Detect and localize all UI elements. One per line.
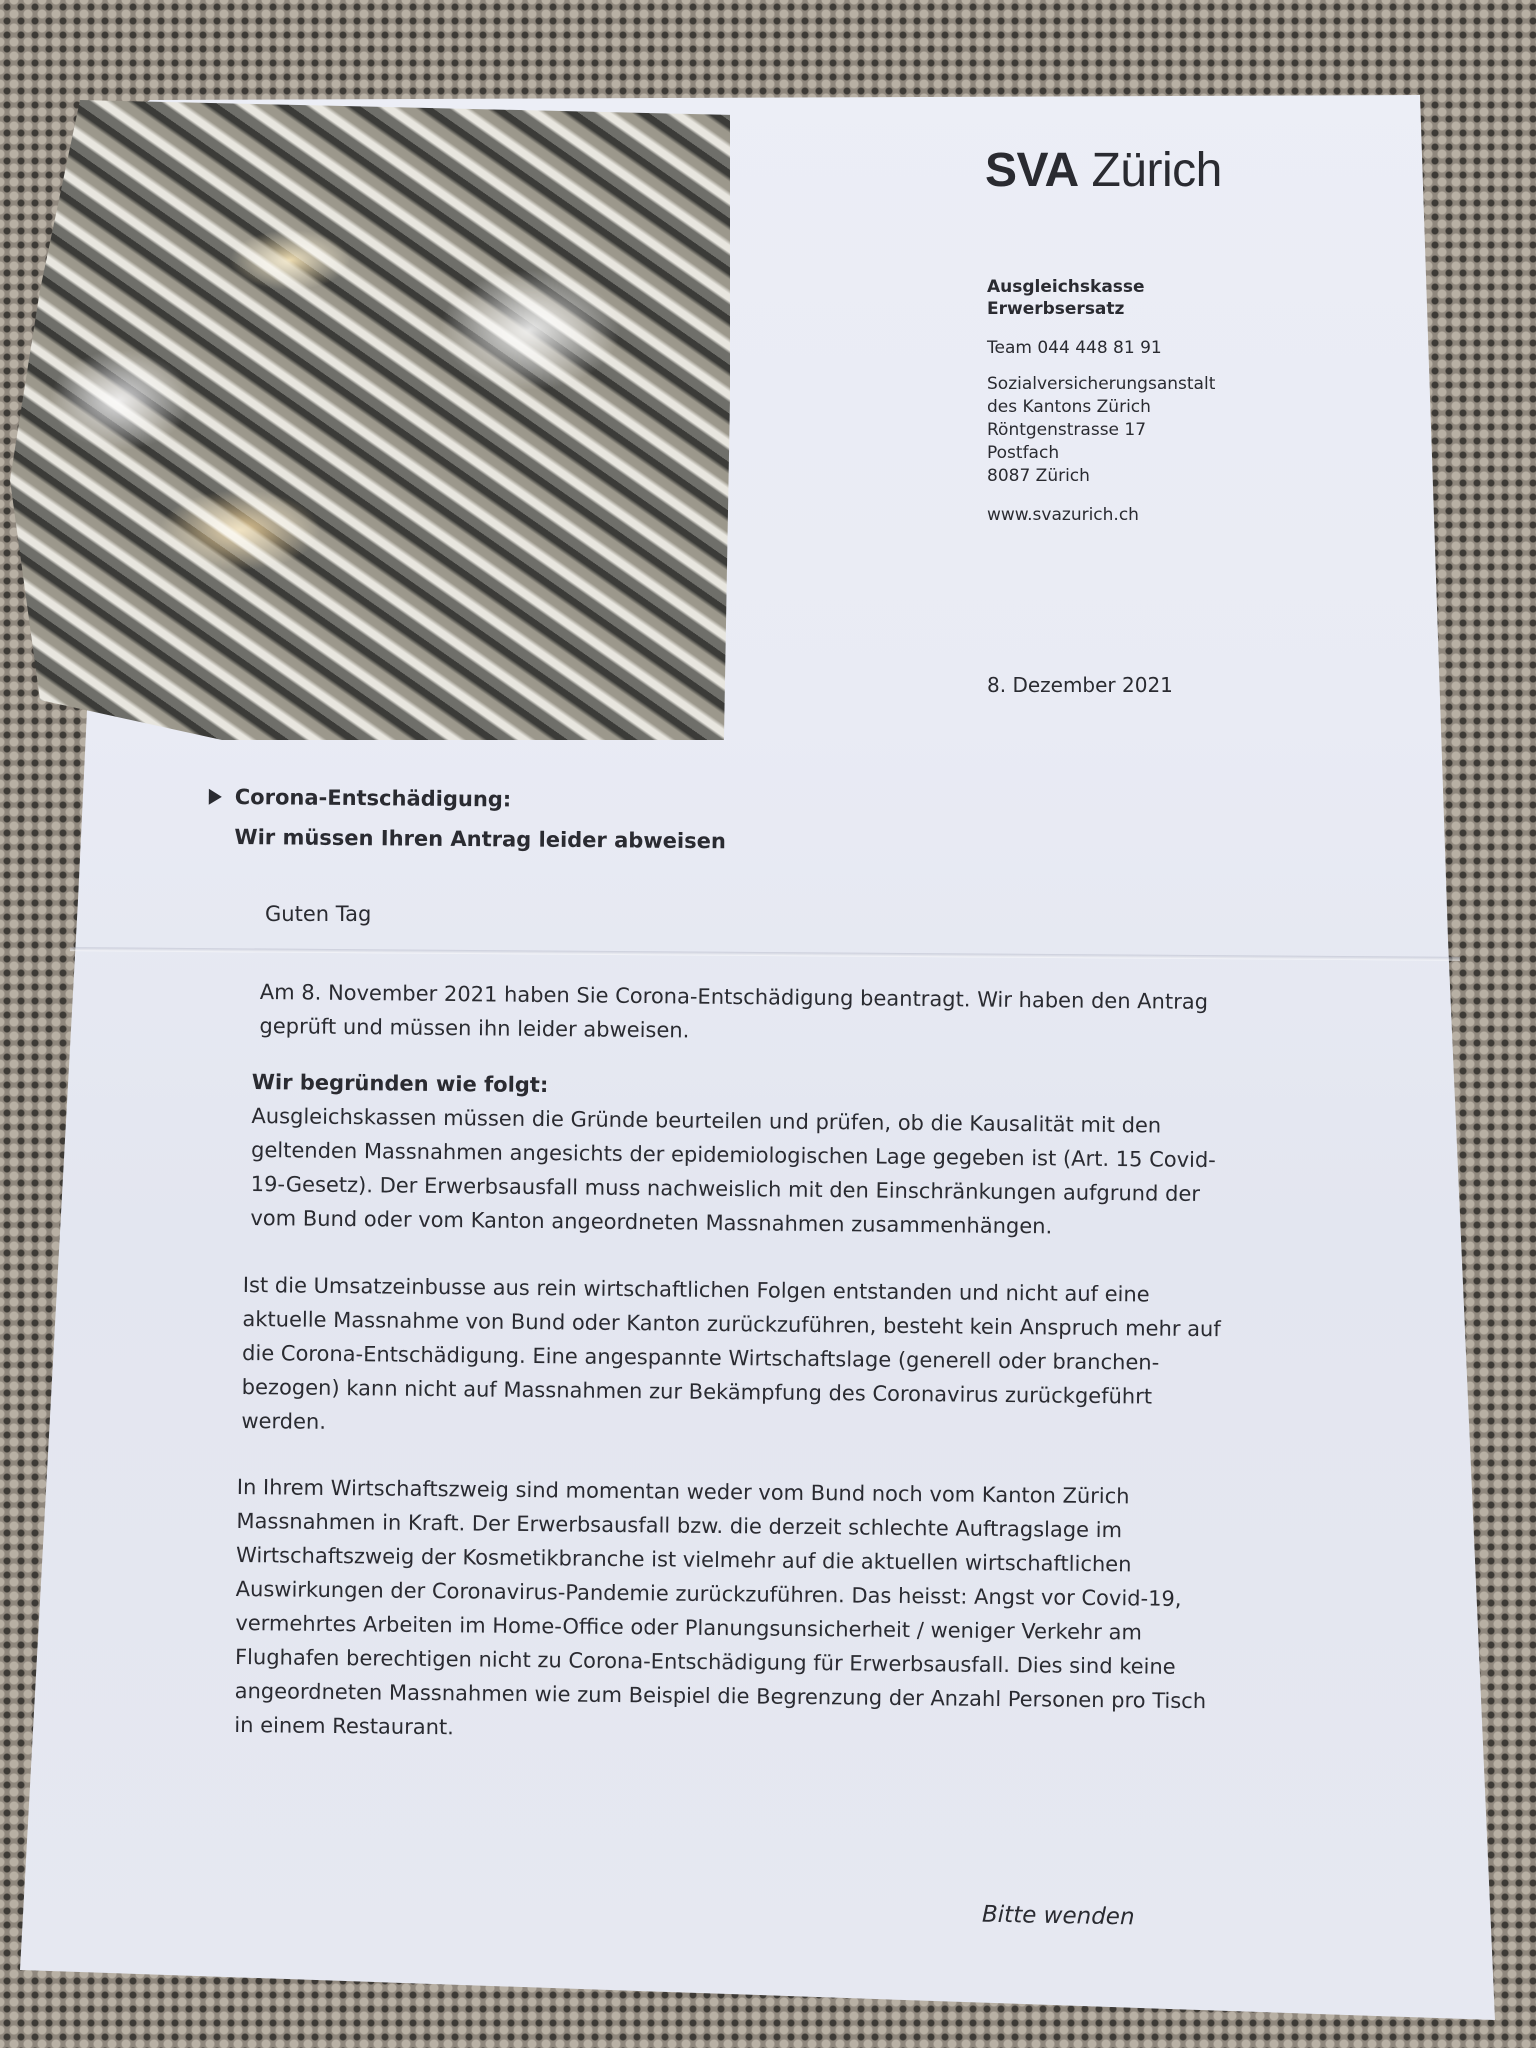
greeting: Guten Tag xyxy=(265,902,372,926)
paragraph-1 xyxy=(259,975,1208,1053)
logo-bold: SVA xyxy=(985,144,1079,197)
paragraph-line: Ausgleichskassen müssen die Gründe beurteilen und prüfen, ob die Kausalität mit den xyxy=(251,1103,1162,1138)
paragraph-line: Ist die Umsatzeinbusse aus rein wirtschaftlichen Folgen entstanden und nicht auf eine xyxy=(242,1272,1150,1307)
reason-heading: Wir begründen wie folgt: xyxy=(251,1069,549,1098)
paragraph-line: Auswirkungen der Coronavirus-Pandemie zurückzuführen. Das heisst: Angst vor Covid-19, xyxy=(235,1576,1182,1611)
subject-line2: Wir müssen Ihren Antrag leider abweisen xyxy=(234,824,726,854)
paragraph-4 xyxy=(234,1470,1208,1752)
subject-block xyxy=(234,777,726,861)
address-line: Postfach xyxy=(987,443,1060,463)
bullet-triangle-icon xyxy=(209,789,222,805)
crumpled-foil-overlay xyxy=(10,100,730,740)
paragraph-line: vermehrtes Arbeiten im Home-Office oder Planungsunsicherheit / weniger Verkehr am xyxy=(235,1610,1143,1645)
paragraph-line: Flughafen berechtigen nicht zu Corona-Entschädigung für Erwerbsausfall. Dies sind keine xyxy=(234,1644,1176,1679)
paragraph-line: Am 8. November 2021 haben Sie Corona-Entschädigung beantragt. Wir haben den Antrag xyxy=(259,979,1209,1014)
paragraph-line: angeordneten Massnahmen wie zum Beispiel die Begrenzung der Anzahl Personen pro Tisch xyxy=(234,1678,1207,1714)
paragraph-line: aktuelle Massnahme von Bund oder Kanton zurückzuführen, besteht kein Anspruch mehr auf xyxy=(242,1306,1221,1342)
logo-light: Zürich xyxy=(1091,144,1222,197)
sva-logo xyxy=(985,143,1222,198)
address-block xyxy=(987,373,1215,488)
department-block xyxy=(987,276,1145,320)
website: www.svazurich.ch xyxy=(987,505,1139,525)
subject-line1: Corona-Entschädigung: xyxy=(234,784,512,812)
paragraph-line: In Ihrem Wirtschaftszweig sind momentan weder vom Bund noch vom Kanton Zürich xyxy=(236,1474,1130,1509)
letter-date: 8. Dezember 2021 xyxy=(987,673,1173,697)
please-turn-note: Bitte wenden xyxy=(981,1901,1135,1931)
address-line: 8087 Zürich xyxy=(987,466,1090,486)
team-phone: Team 044 448 81 91 xyxy=(987,338,1162,358)
department-line2: Erwerbsersatz xyxy=(987,299,1125,319)
paragraph-line: 19-Gesetz). Der Erwerbsausfall muss nachweislich mit den Einschränkungen aufgrund der xyxy=(250,1171,1201,1206)
department-line1: Ausgleichskasse xyxy=(987,277,1145,297)
paragraph-2 xyxy=(250,1065,1216,1245)
paragraph-line: vom Bund oder vom Kanton angeordneten Massnahmen zusammenhängen. xyxy=(250,1205,1053,1239)
address-line: Röntgenstrasse 17 xyxy=(987,420,1147,440)
paragraph-line: werden. xyxy=(241,1408,327,1434)
paragraph-line: in einem Restaurant. xyxy=(234,1712,455,1740)
paragraph-line: bezogen) kann nicht auf Massnahmen zur Bekämpfung des Coronavirus zurückgeführt xyxy=(241,1374,1153,1409)
address-line: Sozialversicherungsanstalt xyxy=(987,374,1216,394)
paragraph-line: Massnahmen in Kraft. Der Erwerbsausfall bzw. die derzeit schlechte Auftragslage im xyxy=(236,1508,1123,1543)
paragraph-3 xyxy=(241,1268,1221,1448)
address-line: des Kantons Zürich xyxy=(987,397,1151,417)
paragraph-line: die Corona-Entschädigung. Eine angespannte Wirtschaftslage (generell oder branchen- xyxy=(241,1340,1160,1375)
paragraph-line: geprüft und müssen ihn leider abweisen. xyxy=(259,1013,690,1043)
paragraph-line: Wirtschaftszweig der Kosmetikbranche ist vielmehr auf die aktuellen wirtschaftlichen xyxy=(235,1542,1132,1577)
paragraph-line: geltenden Massnahmen angesichts der epidemiologischen Lage gegeben ist (Art. 15 Covid- xyxy=(250,1137,1216,1173)
